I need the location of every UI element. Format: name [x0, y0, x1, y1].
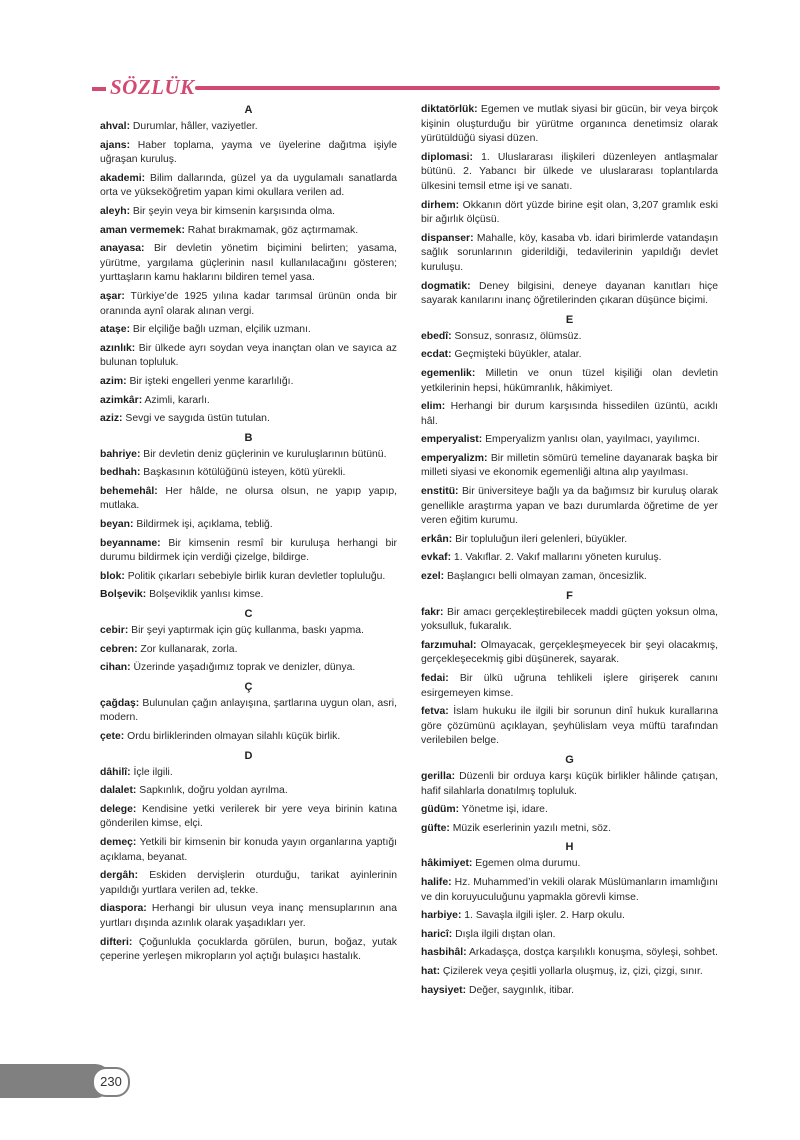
entry-definition: Sonsuz, sonrasız, ölümsüz. [451, 330, 582, 342]
entry-definition: Bir ülkede ayrı soydan veya inançtan olan ve sayıca az bulunan topluluk. [100, 342, 397, 369]
entry-definition: Bilim dallarında, güzel ya da uygulamalı sanatlarda orta ve yükseköğretim yapan kimi okullara verilen ad. [100, 172, 397, 199]
entry-definition: İçle ilgili. [130, 766, 173, 778]
entry-term: akademi: [100, 172, 146, 184]
glossary-entry [100, 394, 397, 409]
glossary-entry [421, 330, 718, 345]
entry-term: cihan: [100, 662, 131, 674]
glossary-entry [100, 375, 397, 390]
glossary-entry [421, 103, 718, 147]
entry-definition: Değer, saygınlık, itibar. [466, 984, 575, 996]
entry-definition: Eskiden dervişlerin oturduğu, tarikat ayinlerinin yapıldığı yurtlara verilen ad, tekke. [100, 870, 397, 896]
entry-term: çağdaş: [100, 697, 140, 709]
entry-definition: Bir elçiliğe bağlı uzman, elçilik uzmanı. [130, 324, 311, 336]
entry-term: halife: [421, 876, 452, 888]
entry-term: ataşe: [100, 324, 131, 336]
glossary-entry [100, 290, 397, 319]
section-letter: Ç [244, 680, 253, 693]
glossary-entry [421, 348, 718, 363]
glossary-entry [421, 452, 718, 481]
glossary-entry [100, 224, 397, 239]
glossary-entry [100, 902, 397, 931]
entry-definition: 1. Uluslararası ilişkileri düzenleyen antlaşmalar bütünü. 2. Yabancı bir ülkede ve uluslararası toplantılarda ülkesini temsil etme işi ve sanatı. [421, 151, 718, 192]
entry-term: beyanname: [100, 537, 161, 549]
header-dash [92, 87, 106, 91]
entry-definition: Bir devletin deniz güçlerinin ve kuruluşlarının bütünü. [140, 448, 387, 460]
entry-definition: Bulunulan çağın anlayışına, şartlarına uygun olan, asri, modern. [100, 697, 397, 724]
section-letter: D [244, 749, 253, 762]
glossary-entry [100, 323, 397, 338]
entry-term: aleyh: [100, 205, 131, 217]
entry-term: emperyalist: [421, 434, 483, 446]
entry-term: blok: [100, 570, 125, 582]
entry-term: fedai: [421, 673, 449, 684]
entry-term: erkân: [421, 533, 453, 545]
entry-term: dalalet: [100, 785, 137, 797]
entry-definition: Bir şeyi yaptırmak için güç kullanma, baskı yapma. [128, 625, 364, 637]
glossary-entry [100, 518, 397, 533]
entry-term: gerilla: [421, 770, 456, 782]
glossary-entry [100, 448, 397, 463]
header-rule [195, 86, 720, 90]
entry-definition: Egemen ve mutlak siyasi bir gücün, bir veya birçok kişinin oluşturduğu bir yürütme organınca denetimsiz olarak yürütüldüğü siyasi düzen. [421, 104, 718, 145]
entry-term: ebedî: [421, 330, 452, 342]
entry-definition: Yönetme işi, idare. [459, 804, 548, 816]
section-letter: B [244, 431, 253, 444]
entry-definition: Egemen olma durumu. [472, 858, 581, 870]
entry-definition: Durumlar, hâller, vaziyetler. [130, 121, 258, 132]
entry-term: evkaf: [421, 552, 452, 564]
entry-definition: Sevgi ve saygıda üstün tutulan. [122, 413, 270, 425]
entry-definition: Çoğunlukla çocuklarda görülen, burun, boğaz, yutak çeperine yerleşen mikropların yol açtığı bulaşıcı hastalık. [100, 936, 397, 963]
entry-definition: Rahat bırakmamak, göz açtırmamak. [184, 224, 359, 236]
glossary-entry [421, 965, 718, 980]
entry-term: bahriye: [100, 448, 141, 460]
glossary-entry [421, 639, 718, 668]
page-header [92, 75, 720, 100]
glossary-entry [100, 485, 397, 514]
glossary-entry [421, 199, 718, 228]
entry-definition: Bir milletin sömürü temeline dayanarak başka bir milleti siyasi ve ekonomik egemenliği altına alıp yayılması. [421, 452, 718, 479]
entry-definition: Kendisine yetki verilerek bir yere veya birinin katına gönderilen kimse, elçi. [100, 803, 397, 830]
section-letter: F [566, 589, 573, 602]
glossary-entry [421, 280, 718, 309]
glossary-entry [100, 139, 397, 168]
glossary-entry [100, 412, 397, 427]
entry-term: enstitü: [421, 486, 459, 498]
glossary-entry [421, 551, 718, 566]
glossary-entry [421, 909, 718, 924]
glossary-entry [100, 205, 397, 220]
section-letter: G [565, 753, 574, 766]
glossary-entry [100, 730, 397, 745]
entry-term: aman vermemek: [100, 224, 185, 236]
glossary-entry [421, 606, 718, 635]
entry-term: egemenlik: [421, 367, 476, 379]
glossary-entry [421, 485, 718, 529]
entry-definition: Mahalle, köy, kasaba vb. idari birimlerde vatandaşın sağlık sorunlarının giderildiği, tedavilerinin yapıldığı devlet kuruluşu. [421, 232, 718, 273]
entry-term: cebren: [100, 643, 138, 655]
entry-definition: Deney bilgisini, deneye dayanan kanıtları hiçe sayarak kanılarını inanç öğretilerinden çıkaran düşünce biçimi. [421, 280, 718, 307]
entry-term: ecdat: [421, 349, 452, 361]
entry-definition: Haber toplama, yayma ve üyelerine dağıtma işiyle uğraşan kuruluş. [100, 139, 397, 166]
section-letter: H [565, 841, 574, 854]
entry-definition: İslam hukuku ile ilgili bir sorunun dinî hukuk kurallarına göre çözümünü açıklayan, şeyhülislam veya müftü tarafından verilebilen belge. [421, 706, 718, 747]
entry-term: diktatörlük: [421, 104, 478, 115]
entry-term: dergâh: [100, 870, 139, 882]
entry-definition: Hz. Muhammed’in vekili olarak Müslümanların imamlığını ve din koruyuculuğunu yapmakla görevli kimse. [421, 876, 718, 903]
page-number: 230 [92, 1067, 130, 1097]
glossary-entry [100, 766, 397, 781]
glossary-entry [421, 984, 718, 999]
entry-term: güdüm: [421, 804, 460, 816]
entry-definition: Olmayacak, gerçekleşmeyecek bir şeyi olacakmış, gerçekleşecekmiş gibi düşünerek, sayarak. [421, 639, 718, 666]
entry-term: elim: [421, 401, 446, 413]
entry-definition: Bildirmek işi, açıklama, tebliğ. [133, 519, 273, 531]
section-letter: A [244, 104, 253, 116]
entry-definition: Bir devletin yönetim biçimini belirten; yasama, yürütme, yargılama güçlerinin nasıl kullanılacağını gösteren; yurttaşların kamu haklarını bildiren temel yasa. [100, 243, 397, 284]
entry-term: Bolşevik: [100, 589, 147, 601]
glossary-entry [100, 624, 397, 639]
glossary-entry [421, 946, 718, 961]
entry-term: azınlık: [100, 342, 136, 354]
glossary-entry [100, 661, 397, 676]
glossary-entry [100, 936, 397, 965]
glossary-entry [421, 876, 718, 905]
entry-definition: Milletin ve onun tüzel kişiliği olan devletin yetkilerinin hepsi, hükümranlık, hâkimiyet. [421, 367, 718, 394]
entry-definition: Bir şeyin veya bir kimsenin karşısında olma. [130, 205, 336, 217]
glossary-entry [421, 400, 718, 429]
glossary-entry [421, 770, 718, 799]
glossary-entry [100, 697, 397, 726]
entry-term: bedhah: [100, 467, 141, 479]
entry-definition: Herhangi bir durum karşısında hissedilen üzüntü, acıklı hâl. [421, 401, 718, 427]
entry-definition: Düzenli bir orduya karşı küçük birlikler hâlinde çatışan, hafif silahlarla donatılmış topluluk. [421, 770, 718, 797]
glossary-entry [100, 120, 397, 135]
entry-definition: Başlangıcı belli olmayan zaman, öncesizlik. [444, 571, 647, 583]
entry-definition: Üzerinde yaşadığımız toprak ve denizler, dünya. [130, 662, 356, 674]
entry-term: diplomasi: [421, 151, 473, 163]
glossary-entry [100, 537, 397, 566]
entry-term: anayasa: [100, 243, 145, 255]
entry-definition: Bir üniversiteye bağlı ya da bağımsız bir kuruluş olarak genellikle araştırma yapan ve bazı durumlarda öğretime de yer veren eğitim kurumu. [421, 486, 718, 527]
entry-term: delege: [100, 803, 137, 815]
entry-term: fakr: [421, 606, 444, 618]
entry-term: hasbihâl: [421, 947, 467, 959]
entry-term: beyan: [100, 519, 134, 531]
entry-term: haysiyet: [421, 984, 467, 996]
entry-term: diaspora: [100, 903, 147, 915]
entry-term: cebir: [100, 625, 129, 637]
glossary-entry [100, 242, 397, 286]
entry-definition: 1. Savaşla ilgili işler. 2. Harp okulu. [461, 910, 625, 922]
entry-definition: Müzik eserlerinin yazılı metni, söz. [449, 822, 611, 834]
entry-term: ezel: [421, 571, 445, 583]
entry-definition: Başkasının kötülüğünü isteyen, kötü yürekli. [140, 467, 346, 479]
entry-term: aziz: [100, 413, 123, 425]
entry-term: hat: [421, 965, 441, 977]
entry-definition: Arkadaşça, dostça karşılıklı konuşma, söyleşi, sohbet. [466, 947, 718, 959]
entry-definition: Çizilerek veya çeşitli yollarla oluşmuş, iz, çizi, çizgi, sınır. [440, 965, 703, 977]
entry-definition: Her hâlde, ne olursa olsun, ne yapıp yapıp, mutlaka. [100, 485, 397, 512]
entry-term: azim: [100, 375, 127, 387]
entry-term: dâhilî: [100, 766, 131, 778]
entry-definition: Dışla ilgili dıştan olan. [452, 928, 556, 940]
glossary-entry [421, 705, 718, 749]
glossary-entry [421, 151, 718, 195]
entry-definition: Ordu birliklerinden olmayan silahlı küçük birlik. [124, 731, 341, 742]
glossary-entry [100, 803, 397, 832]
glossary-entry [100, 643, 397, 658]
glossary-entry [421, 570, 718, 585]
glossary-entry [421, 232, 718, 276]
entry-term: ajans: [100, 139, 131, 151]
entry-term: haricî: [421, 928, 453, 940]
entry-definition: Bir amacı gerçekleştirebilecek maddi güçten yoksun olma, yoksulluk, fukaralık. [421, 606, 718, 633]
entry-term: difteri: [100, 936, 133, 948]
entry-definition: Bir işteki engelleri yenme kararlılığı. [126, 375, 294, 387]
glossary-entry [421, 857, 718, 872]
entry-definition: Yetkili bir kimsenin bir konuda yayın organlarına yaptığı açıklama, beyanat. [100, 836, 397, 863]
glossary-entry [421, 433, 718, 448]
entry-definition: Türkiye’de 1925 yılına kadar tarımsal ürünün onda bir oranında aynî olarak alınan vergi. [100, 290, 397, 317]
glossary-entry [100, 588, 397, 603]
glossary-entry [421, 803, 718, 818]
entry-definition: Bir kimsenin resmî bir kuruluşa herhangi bir durumu bildirmek için verdiği çizelge, bildirge. [100, 537, 397, 564]
column-left [100, 103, 397, 969]
entry-term: emperyalizm: [421, 452, 488, 464]
entry-term: farzımuhal: [421, 639, 477, 651]
glossary-entry [100, 869, 397, 898]
glossary-entry [100, 570, 397, 585]
glossary-entry [100, 466, 397, 481]
entry-term: behemehâl: [100, 485, 158, 497]
entry-definition: Emperyalizm yanlısı olan, yayılmacı, yayılımcı. [482, 434, 700, 446]
glossary-entry [421, 822, 718, 837]
glossary-entry [100, 342, 397, 371]
entry-definition: Geçmişteki büyükler, atalar. [451, 349, 582, 361]
entry-term: dogmatik: [421, 280, 471, 292]
glossary-entry [421, 533, 718, 548]
section-letter: C [244, 608, 253, 621]
entry-definition: 1. Vakıflar. 2. Vakıf mallarını yöneten kuruluş. [451, 552, 662, 564]
entry-definition: Sapkınlık, doğru yoldan ayrılma. [136, 785, 288, 797]
glossary-entry [421, 367, 718, 396]
entry-term: hâkimiyet: [421, 858, 473, 870]
entry-term: azimkâr: [100, 394, 143, 406]
entry-term: demeç: [100, 836, 137, 848]
page-title: SÖZLÜK [110, 75, 195, 99]
entry-definition: Azimli, kararlı. [142, 394, 210, 406]
entry-definition: Okkanın dört yüzde birine eşit olan, 3,207 gramlık eski bir ağırlık ölçüsü. [421, 199, 718, 226]
entry-term: aşar: [100, 290, 125, 302]
entry-term: dispanser: [421, 232, 474, 244]
entry-term: çete: [100, 731, 125, 742]
entry-term: ahval: [100, 121, 131, 132]
entry-definition: Herhangi bir ulusun veya inanç mensuplarının ana yurtları dışında azınlık olarak yaşadıkları yer. [100, 903, 397, 929]
glossary-entry [100, 836, 397, 865]
entry-definition: Zor kullanarak, zorla. [137, 643, 238, 655]
entry-definition: Bir ülkü uğruna tehlikeli işlere girişerek canını esirgemeyen kimse. [421, 673, 718, 699]
glossary-entry [100, 784, 397, 799]
entry-term: dirhem: [421, 199, 460, 211]
glossary-entry [421, 928, 718, 943]
entry-term: harbiye: [421, 910, 462, 922]
column-right [421, 103, 718, 1002]
glossary-entry [100, 172, 397, 201]
entry-term: fetva: [421, 706, 449, 718]
entry-definition: Politik çıkarları sebebiyle birlik kuran devletler topluluğu. [124, 570, 386, 582]
section-letter: E [565, 313, 574, 326]
glossary-entry [421, 672, 718, 701]
entry-definition: Bolşeviklik yanlısı kimse. [146, 589, 264, 601]
entry-definition: Bir topluluğun ileri gelenleri, büyükler. [452, 533, 628, 545]
entry-term: güfte: [421, 822, 450, 834]
